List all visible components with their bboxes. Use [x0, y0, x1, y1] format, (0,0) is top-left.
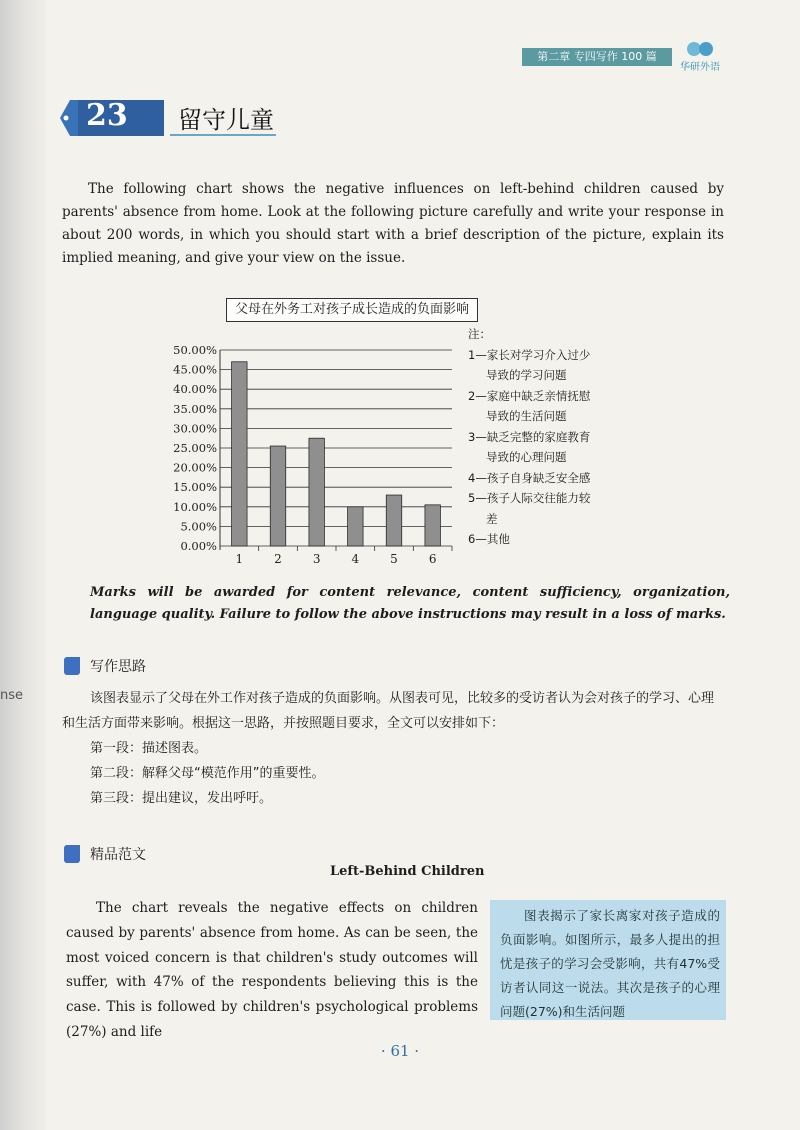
x-tick-label: 5: [390, 552, 398, 565]
thinking-section-heading: [64, 656, 146, 678]
y-tick-label: 10.00%: [173, 499, 217, 514]
chart-title: 父母在外务工对孩子成长造成的负面影响: [226, 298, 478, 322]
thinking-heading-label: 写作思路: [90, 659, 146, 675]
note-line: 差: [486, 511, 498, 526]
chapter-header: 第二章 专四写作 100 篇: [522, 48, 672, 66]
y-tick-label: 0.00%: [180, 539, 217, 553]
notes-heading: 注：: [468, 327, 491, 341]
title-underline: [170, 134, 276, 136]
note-line: 导致的学习问题: [486, 368, 567, 382]
essay-body: The chart reveals the negative effects on children caused by parents' absence from home. As can be seen, the most voiced concern is that children's study outcomes will suffer, with 47% of the respondents believing this is the case. This is followed by children's psychological problems (27%) and life: [66, 900, 478, 1040]
note-line: 导致的生活问题: [486, 409, 567, 423]
thinking-body: [62, 686, 726, 811]
marking-instructions: Marks will be awarded for content relevance, content sufficiency, organization, language quality. Failure to follow the above instructions may result in a loss of marks.: [90, 585, 730, 622]
y-tick-label: 35.00%: [173, 401, 217, 416]
bar-category-4: [348, 507, 363, 546]
y-tick-label: 15.00%: [173, 480, 217, 495]
x-tick-label: 6: [428, 552, 437, 565]
adjacent-page-fragment: nse: [0, 688, 24, 703]
x-tick-label: 4: [351, 552, 360, 565]
x-tick-label: 2: [274, 552, 282, 565]
bar-category-6: [425, 505, 440, 546]
x-tick-label: 3: [312, 552, 321, 565]
note-line: 4—孩子自身缺乏安全感: [468, 470, 591, 485]
logo-mark-icon: [683, 40, 717, 58]
logo-text: 华研外语: [680, 62, 720, 73]
writing-prompt: The following chart shows the negative influences on left-behind children caused by parents' absence from home. Look at the following picture carefully and write your response in about 200 words, in which you should start with a brief description of the picture, explain its implied meaning, and give your view on the issue.: [62, 181, 724, 266]
publisher-logo: [676, 40, 724, 73]
y-tick-label: 5.00%: [180, 519, 217, 534]
note-line: 3—缺乏完整的家庭教育: [468, 429, 591, 444]
y-tick-label: 30.00%: [173, 421, 217, 436]
translation-box: 图表揭示了家长离家对孩子造成的负面影响。如图所示，最多人提出的担忧是孩子的学习会受影响，共有47%受访者认同这一说法。其次是孩子的心理问题(27%)和生活问题: [490, 900, 726, 1020]
bar-chart: [160, 320, 460, 565]
note-line: 6—其他: [468, 532, 510, 546]
section-marker-icon: [64, 657, 80, 675]
note-line: 导致的心理问题: [486, 450, 567, 464]
section-marker-icon: [64, 845, 80, 863]
thinking-point-3: 第三段：提出建议，发出呼吁。: [90, 791, 273, 806]
page-number: · 61 ·: [380, 1042, 420, 1060]
sample-section-heading: [64, 844, 146, 866]
bar-category-5: [386, 495, 401, 546]
note-line: 2—家庭中缺乏亲情抚慰: [468, 388, 591, 403]
thinking-intro: 该图表显示了父母在外工作对孩子造成的负面影响。从图表可见，比较多的受访者认为会对孩子的学习、心理和生活方面带来影响。根据这一思路，并按照题目要求，全文可以安排如下：: [62, 691, 715, 731]
thinking-point-2: 第二段：解释父母“模范作用”的重要性。: [90, 766, 325, 781]
y-tick-label: 50.00%: [173, 343, 217, 357]
y-tick-label: 40.00%: [173, 382, 217, 397]
y-tick-label: 45.00%: [173, 362, 217, 377]
unit-title: 留守儿童: [178, 106, 274, 134]
essay-title: Left-Behind Children: [330, 864, 485, 879]
note-line: 5—孩子人际交往能力较: [468, 491, 591, 505]
sample-heading-label: 精品范文: [90, 847, 146, 863]
y-tick-label: 20.00%: [173, 460, 217, 475]
x-tick-label: 1: [235, 552, 244, 565]
bar-category-2: [270, 446, 285, 546]
page-gutter: [0, 0, 46, 1130]
note-line: 1—家长对学习介入过少: [468, 347, 591, 362]
thinking-point-1: 第一段：描述图表。: [90, 741, 208, 756]
bar-category-3: [309, 438, 324, 546]
y-tick-label: 25.00%: [173, 441, 217, 455]
chart-notes: [468, 324, 618, 550]
unit-number: 23: [86, 98, 128, 133]
bar-category-1: [232, 362, 247, 546]
